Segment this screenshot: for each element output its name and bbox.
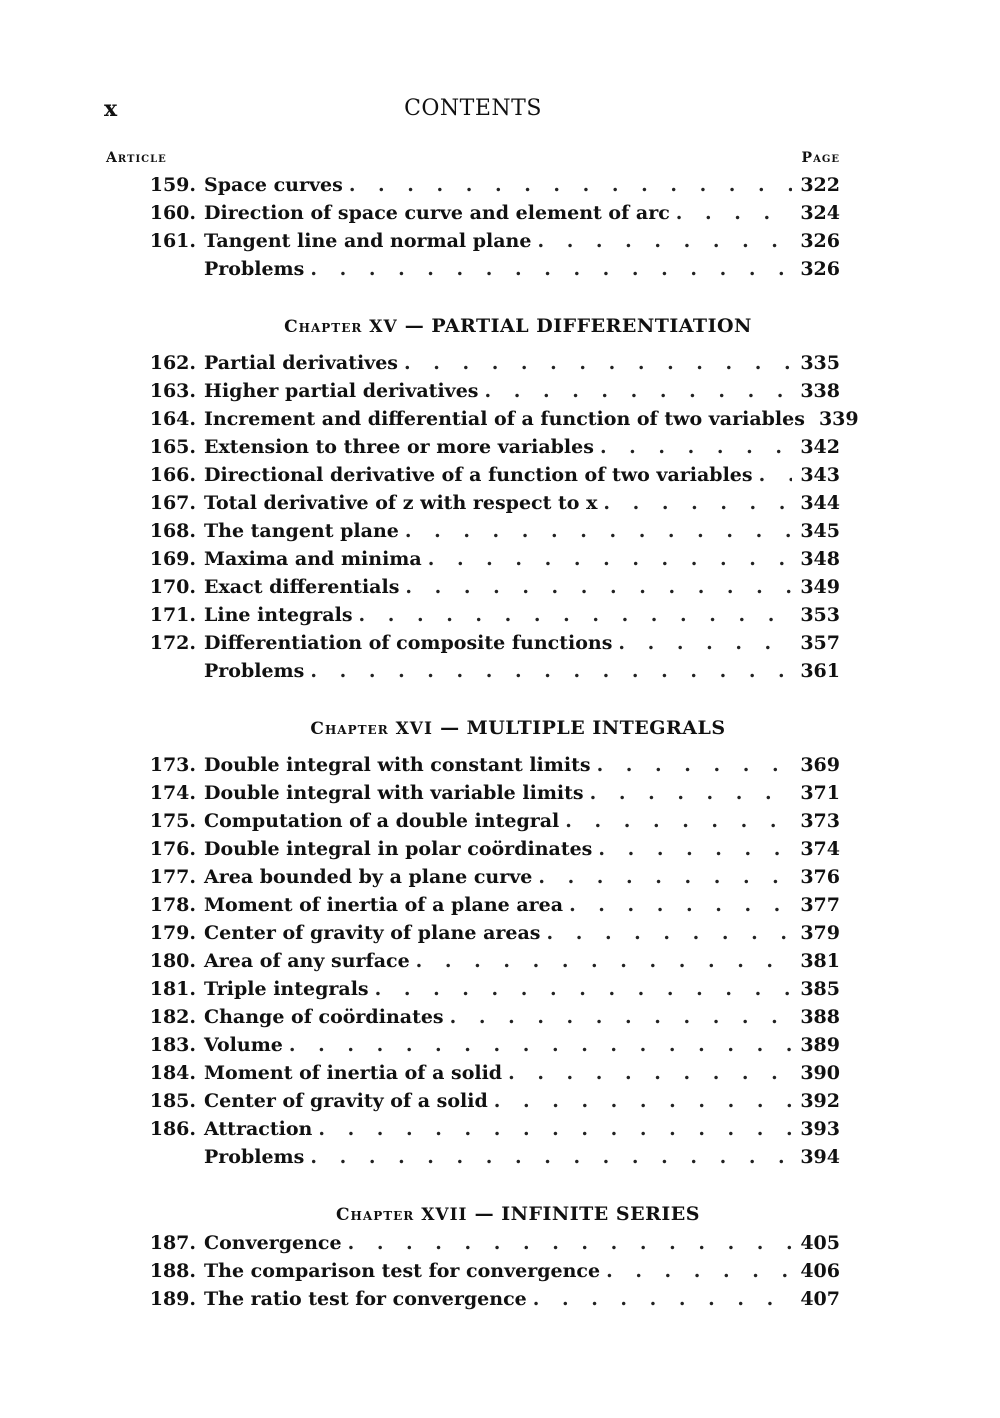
entry-title: Area of any surface bbox=[204, 950, 410, 972]
entry-title: Total derivative of z with respect to x bbox=[204, 492, 598, 514]
dot-leader bbox=[375, 978, 793, 1000]
article-column-label: Article bbox=[106, 150, 167, 166]
entry-page: 392 bbox=[800, 1090, 840, 1112]
entry-page: 393 bbox=[800, 1118, 840, 1140]
toc-entry bbox=[106, 352, 840, 380]
toc-section-continued bbox=[106, 174, 840, 286]
entry-title: Change of coördinates bbox=[204, 1006, 444, 1028]
entry-title: Computation of a double integral bbox=[204, 810, 560, 832]
article-number: 162. bbox=[149, 352, 196, 374]
entry-title: Double integral with variable limits bbox=[204, 782, 584, 804]
entry-page: 389 bbox=[800, 1034, 840, 1056]
toc-entry bbox=[106, 1260, 840, 1288]
dot-leader bbox=[600, 436, 792, 458]
entry-title: Directional derivative of a function of two variables bbox=[204, 464, 753, 486]
entry-page: 326 bbox=[800, 230, 840, 252]
dot-leader bbox=[349, 174, 793, 196]
entry-title: Maxima and minima bbox=[204, 548, 422, 570]
dot-leader bbox=[569, 894, 792, 916]
chapter-title: — PARTIAL DIFFERENTIATION bbox=[404, 315, 752, 337]
entry-title: Attraction bbox=[204, 1118, 313, 1140]
dot-leader bbox=[405, 520, 792, 542]
chapter-heading bbox=[196, 312, 840, 340]
entry-page: 371 bbox=[800, 782, 840, 804]
entry-page: 344 bbox=[800, 492, 840, 514]
toc-entry bbox=[106, 978, 840, 1006]
article-number: 165. bbox=[149, 436, 196, 458]
entry-page: 326 bbox=[800, 258, 840, 280]
dot-leader bbox=[450, 1006, 793, 1028]
dot-leader bbox=[310, 660, 792, 682]
article-number: 160. bbox=[149, 202, 196, 224]
entry-page: 379 bbox=[800, 922, 840, 944]
toc-entry bbox=[106, 1006, 840, 1034]
entry-page: 374 bbox=[800, 838, 840, 860]
entry-title: Exact differentials bbox=[204, 576, 400, 598]
toc-entry bbox=[106, 230, 840, 258]
entry-title: Problems bbox=[204, 1146, 305, 1168]
running-title: CONTENTS bbox=[404, 96, 542, 121]
entry-page: 349 bbox=[800, 576, 840, 598]
toc-entry bbox=[106, 492, 840, 520]
entry-title: The ratio test for convergence bbox=[204, 1288, 527, 1310]
entry-title: Differentiation of composite functions bbox=[204, 632, 613, 654]
entry-title: Center of gravity of plane areas bbox=[204, 922, 541, 944]
chapter-heading bbox=[196, 714, 840, 742]
entry-title: Space curves bbox=[204, 174, 343, 196]
dot-leader bbox=[494, 1090, 793, 1112]
article-number: 163. bbox=[149, 380, 196, 402]
dot-leader bbox=[428, 548, 793, 570]
entry-page: 390 bbox=[800, 1062, 840, 1084]
toc-entry bbox=[106, 576, 840, 604]
entry-title: Convergence bbox=[204, 1232, 342, 1254]
dot-leader bbox=[538, 866, 792, 888]
entry-title: Double integral in polar coördinates bbox=[204, 838, 593, 860]
entry-title: Problems bbox=[204, 258, 305, 280]
dot-leader bbox=[348, 1232, 793, 1254]
entry-page: 324 bbox=[800, 202, 840, 224]
article-number: 177. bbox=[149, 866, 196, 888]
dot-leader bbox=[598, 838, 792, 860]
entry-page: 406 bbox=[800, 1260, 840, 1282]
dot-leader bbox=[310, 1146, 792, 1168]
entry-title: The tangent plane bbox=[204, 520, 399, 542]
toc-entry bbox=[106, 520, 840, 548]
toc-entry bbox=[106, 1034, 840, 1062]
entry-page: 361 bbox=[800, 660, 840, 682]
article-number: 187. bbox=[149, 1232, 196, 1254]
entry-title: Double integral with constant limits bbox=[204, 754, 591, 776]
entry-title: Partial derivatives bbox=[204, 352, 399, 374]
chapter-label: Chapter XV bbox=[284, 317, 398, 337]
toc-entry bbox=[106, 202, 840, 230]
table-of-contents bbox=[106, 174, 859, 1316]
article-number: 188. bbox=[149, 1260, 196, 1282]
article-number: 168. bbox=[149, 520, 196, 542]
toc-section-chapter-16 bbox=[106, 754, 840, 1174]
entry-title: The comparison test for convergence bbox=[204, 1260, 601, 1282]
toc-entry bbox=[106, 1146, 840, 1174]
entry-page: 353 bbox=[800, 604, 840, 626]
article-number: 164. bbox=[149, 408, 196, 430]
page-number: x bbox=[104, 96, 118, 122]
chapter-label: Chapter XVII bbox=[336, 1205, 468, 1225]
toc-entry bbox=[106, 548, 840, 576]
toc-entry bbox=[106, 258, 840, 286]
toc-entry bbox=[106, 810, 840, 838]
article-number: 186. bbox=[149, 1118, 196, 1140]
entry-page: 357 bbox=[800, 632, 840, 654]
dot-leader bbox=[508, 1062, 792, 1084]
entry-page: 322 bbox=[800, 174, 840, 196]
toc-section-chapter-17 bbox=[106, 1232, 840, 1316]
dot-leader bbox=[485, 380, 793, 402]
entry-page: 405 bbox=[800, 1232, 840, 1254]
entry-title: Line integrals bbox=[204, 604, 353, 626]
entry-title: Problems bbox=[204, 660, 305, 682]
article-number: 173. bbox=[149, 754, 196, 776]
article-number: 189. bbox=[149, 1288, 196, 1310]
toc-entry bbox=[106, 632, 840, 660]
toc-entry bbox=[106, 1288, 840, 1316]
chapter-heading bbox=[196, 1200, 840, 1228]
toc-entry bbox=[106, 1232, 840, 1260]
dot-leader bbox=[537, 230, 792, 252]
toc-entry bbox=[106, 660, 840, 688]
toc-entry bbox=[106, 174, 840, 202]
toc-entry bbox=[106, 436, 840, 464]
article-number: 181. bbox=[149, 978, 196, 1000]
dot-leader bbox=[597, 754, 793, 776]
article-number: 169. bbox=[149, 548, 196, 570]
dot-leader bbox=[759, 464, 793, 486]
article-number: 172. bbox=[149, 632, 196, 654]
dot-leader bbox=[603, 492, 792, 514]
article-number: 161. bbox=[149, 230, 196, 252]
toc-section-chapter-15 bbox=[106, 352, 859, 688]
entry-page: 339 bbox=[818, 408, 859, 430]
article-number: 159. bbox=[149, 174, 196, 196]
dot-leader bbox=[676, 202, 793, 224]
entry-page: 388 bbox=[800, 1006, 840, 1028]
entry-page: 407 bbox=[800, 1288, 840, 1310]
dot-leader bbox=[318, 1118, 792, 1140]
dot-leader bbox=[618, 632, 792, 654]
article-number: 184. bbox=[149, 1062, 196, 1084]
article-number: 171. bbox=[149, 604, 196, 626]
entry-page: 343 bbox=[800, 464, 840, 486]
entry-title: Triple integrals bbox=[204, 978, 369, 1000]
toc-entry bbox=[106, 380, 840, 408]
dot-leader bbox=[565, 810, 792, 832]
toc-entry bbox=[106, 408, 859, 436]
article-number: 170. bbox=[149, 576, 196, 598]
entry-title: Moment of inertia of a solid bbox=[204, 1062, 503, 1084]
article-number: 180. bbox=[149, 950, 196, 972]
article-number: 182. bbox=[149, 1006, 196, 1028]
toc-entry bbox=[106, 866, 840, 894]
article-number: 175. bbox=[149, 810, 196, 832]
entry-title: Increment and differential of a function of two variables bbox=[204, 408, 805, 430]
dot-leader bbox=[404, 352, 792, 374]
article-number: 174. bbox=[149, 782, 196, 804]
dot-leader bbox=[310, 258, 792, 280]
entry-page: 385 bbox=[800, 978, 840, 1000]
entry-page: 342 bbox=[800, 436, 840, 458]
entry-page: 377 bbox=[800, 894, 840, 916]
article-number: 178. bbox=[149, 894, 196, 916]
dot-leader bbox=[289, 1034, 792, 1056]
entry-title: Extension to three or more variables bbox=[204, 436, 594, 458]
entry-page: 369 bbox=[800, 754, 840, 776]
entry-page: 376 bbox=[800, 866, 840, 888]
entry-page: 394 bbox=[800, 1146, 840, 1168]
entry-page: 335 bbox=[800, 352, 840, 374]
dot-leader bbox=[359, 604, 793, 626]
page-column-label: Page bbox=[801, 150, 840, 166]
entry-page: 373 bbox=[800, 810, 840, 832]
article-number: 166. bbox=[149, 464, 196, 486]
article-number: 176. bbox=[149, 838, 196, 860]
dot-leader bbox=[416, 950, 793, 972]
entry-page: 345 bbox=[800, 520, 840, 542]
toc-entry bbox=[106, 464, 840, 492]
dot-leader bbox=[533, 1288, 793, 1310]
article-number: 167. bbox=[149, 492, 196, 514]
entry-page: 348 bbox=[800, 548, 840, 570]
chapter-label: Chapter XVI bbox=[310, 719, 433, 739]
toc-entry bbox=[106, 1062, 840, 1090]
entry-title: Center of gravity of a solid bbox=[204, 1090, 488, 1112]
toc-entry bbox=[106, 838, 840, 866]
dot-leader bbox=[405, 576, 792, 598]
toc-entry bbox=[106, 894, 840, 922]
entry-title: Volume bbox=[204, 1034, 283, 1056]
entry-title: Direction of space curve and element of arc bbox=[204, 202, 670, 224]
entry-title: Tangent line and normal plane bbox=[204, 230, 532, 252]
toc-entry bbox=[106, 922, 840, 950]
article-number: 179. bbox=[149, 922, 196, 944]
article-number: 185. bbox=[149, 1090, 196, 1112]
toc-entry bbox=[106, 950, 840, 978]
article-number: 183. bbox=[149, 1034, 196, 1056]
entry-page: 338 bbox=[800, 380, 840, 402]
dot-leader bbox=[546, 922, 792, 944]
toc-entry bbox=[106, 604, 840, 632]
entry-page: 381 bbox=[800, 950, 840, 972]
chapter-title: — INFINITE SERIES bbox=[474, 1203, 700, 1225]
toc-entry bbox=[106, 1118, 840, 1146]
entry-title: Moment of inertia of a plane area bbox=[204, 894, 564, 916]
toc-entry bbox=[106, 782, 840, 810]
dot-leader bbox=[590, 782, 793, 804]
toc-entry bbox=[106, 1090, 840, 1118]
toc-entry bbox=[106, 754, 840, 782]
entry-title: Area bounded by a plane curve bbox=[204, 866, 533, 888]
dot-leader bbox=[606, 1260, 792, 1282]
chapter-title: — MULTIPLE INTEGRALS bbox=[440, 717, 726, 739]
entry-title: Higher partial derivatives bbox=[204, 380, 479, 402]
